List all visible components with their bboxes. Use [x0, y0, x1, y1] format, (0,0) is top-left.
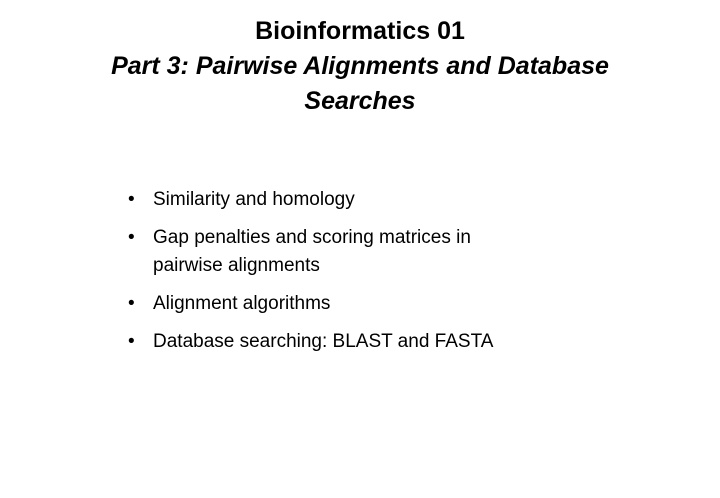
bullet-item-gap-penalties: [128, 224, 588, 280]
bullet-text: Gap penalties and scoring matrices in: [153, 227, 471, 248]
bullet-dot-icon: •: [128, 189, 135, 210]
bullet-item-similarity: [128, 186, 588, 214]
bullet-text: Alignment algorithms: [153, 293, 331, 314]
bullet-dot-icon: •: [128, 227, 135, 248]
bullet-dot-icon: •: [128, 293, 135, 314]
bullet-item-alignment-algorithms: [128, 290, 588, 318]
bullet-list: [128, 186, 588, 366]
bullet-text: Similarity and homology: [153, 189, 355, 210]
slide-title-block: [0, 14, 720, 119]
slide-subtitle-line-1: Part 3: Pairwise Alignments and Database: [111, 52, 609, 80]
bullet-text: Database searching: BLAST and FASTA: [153, 331, 494, 352]
bullet-dot-icon: •: [128, 331, 135, 352]
slide-subtitle-line-2: Searches: [304, 87, 416, 115]
bullet-item-database-searching: [128, 328, 588, 356]
slide-title: Bioinformatics 01: [255, 17, 465, 45]
bullet-text-continuation: pairwise alignments: [153, 255, 320, 276]
